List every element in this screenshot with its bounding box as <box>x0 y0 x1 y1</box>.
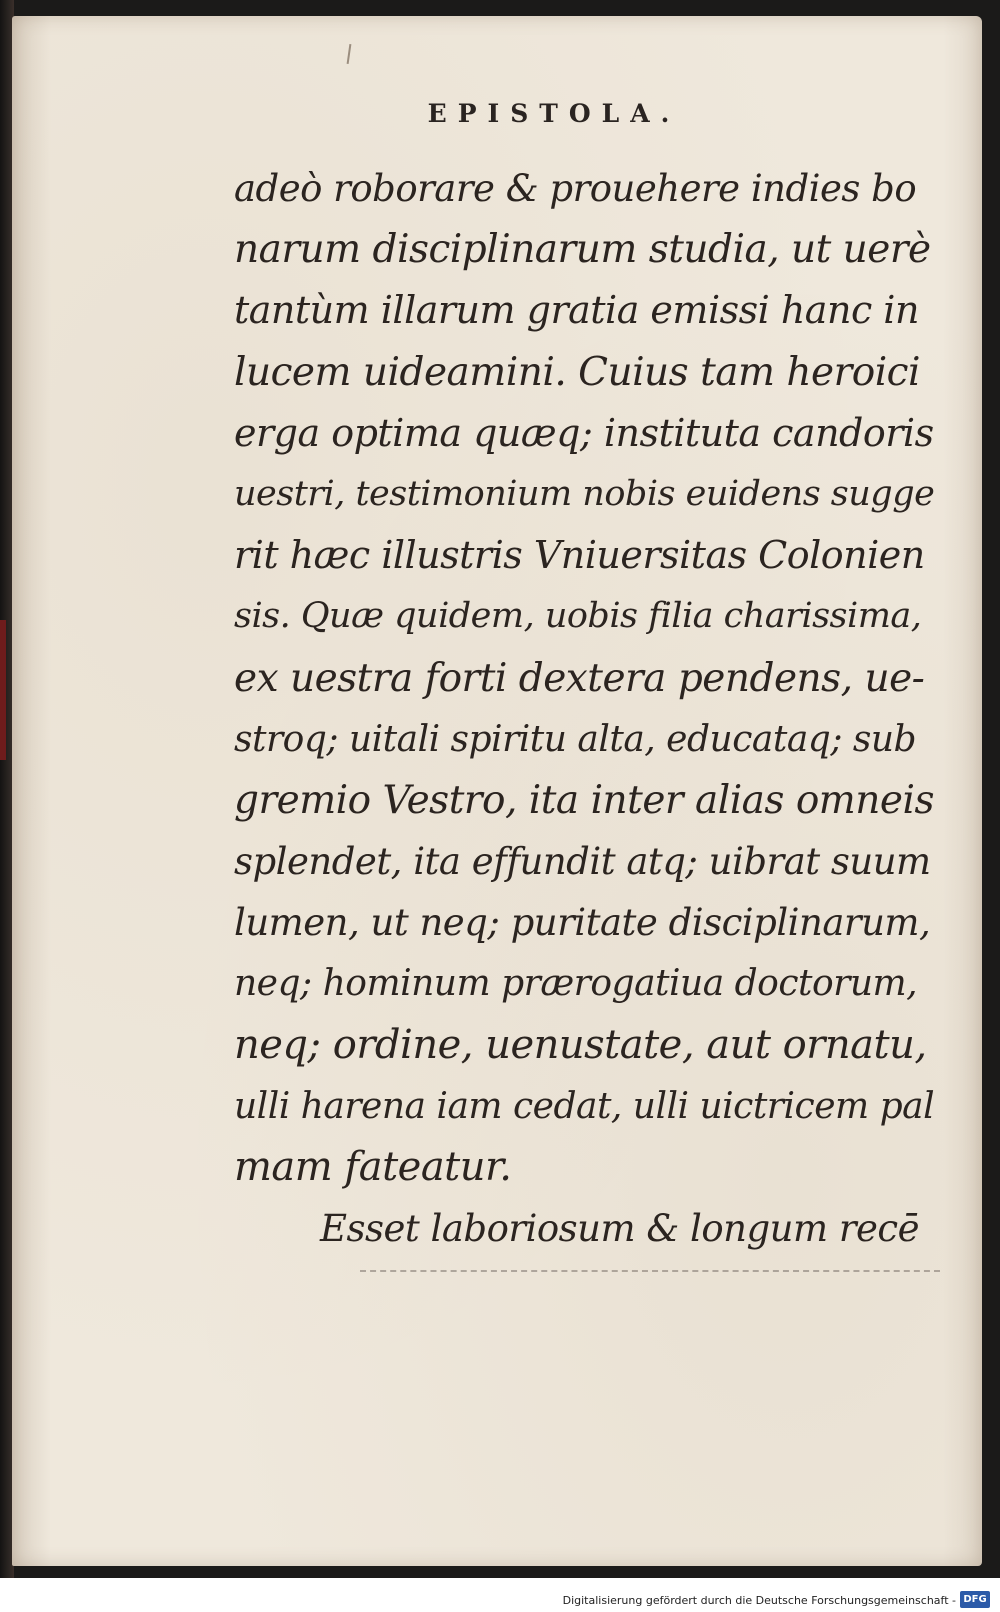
text-line: erga optima quæq; instituta candoris <box>234 410 934 455</box>
text-line: Esset laboriosum & longum recē <box>320 1207 920 1251</box>
text-line: neq; ordine, uenustate, aut ornatu, <box>234 1021 927 1068</box>
text-line: tantùm illarum gratia emissi hanc in <box>234 288 919 333</box>
paper-mark <box>347 44 352 64</box>
text-line: splendet, ita effundit atq; uibrat suum <box>234 840 931 884</box>
text-line: sis. Quæ quidem, uobis filia charissima, <box>234 596 922 637</box>
binding-ribbon <box>0 620 6 760</box>
text-line: neq; hominum prærogatiua doctorum, <box>234 963 918 1005</box>
text-line: narum disciplinarum studia, ut uerè <box>234 227 931 273</box>
running-head: EPISTOLA. <box>427 99 681 128</box>
text-line: lumen, ut neq; puritate disciplinarum, <box>234 901 931 945</box>
text-line: ex uestra forti dextera pendens, ue- <box>234 655 925 701</box>
text-line: uestri, testimonium nobis euidens sugge <box>234 473 935 514</box>
text-line: stroq; uitali spiritu alta, educataq; sub <box>234 718 917 760</box>
text-line: mam fateatur. <box>234 1144 512 1190</box>
digitization-footer <box>0 1578 1000 1612</box>
show-through-marks <box>360 1270 940 1276</box>
text-line: rit hæc illustris Vniuersitas Colonien <box>234 533 925 578</box>
footer-credit: Digitalisierung gefördert durch die Deutsche Forschungsgemeinschaft - <box>562 1594 956 1607</box>
dfg-logo-icon: DFG <box>960 1591 990 1608</box>
text-line: adeò roborare & prouehere indies bo <box>234 167 917 210</box>
body-text <box>234 158 934 1259</box>
text-line: ulli harena iam cedat, ulli uictricem pal <box>234 1085 935 1127</box>
text-line: lucem uideamini. Cuius tam heroici <box>234 349 920 395</box>
text-line: gremio Vestro, ita inter alias omneis <box>234 777 934 823</box>
